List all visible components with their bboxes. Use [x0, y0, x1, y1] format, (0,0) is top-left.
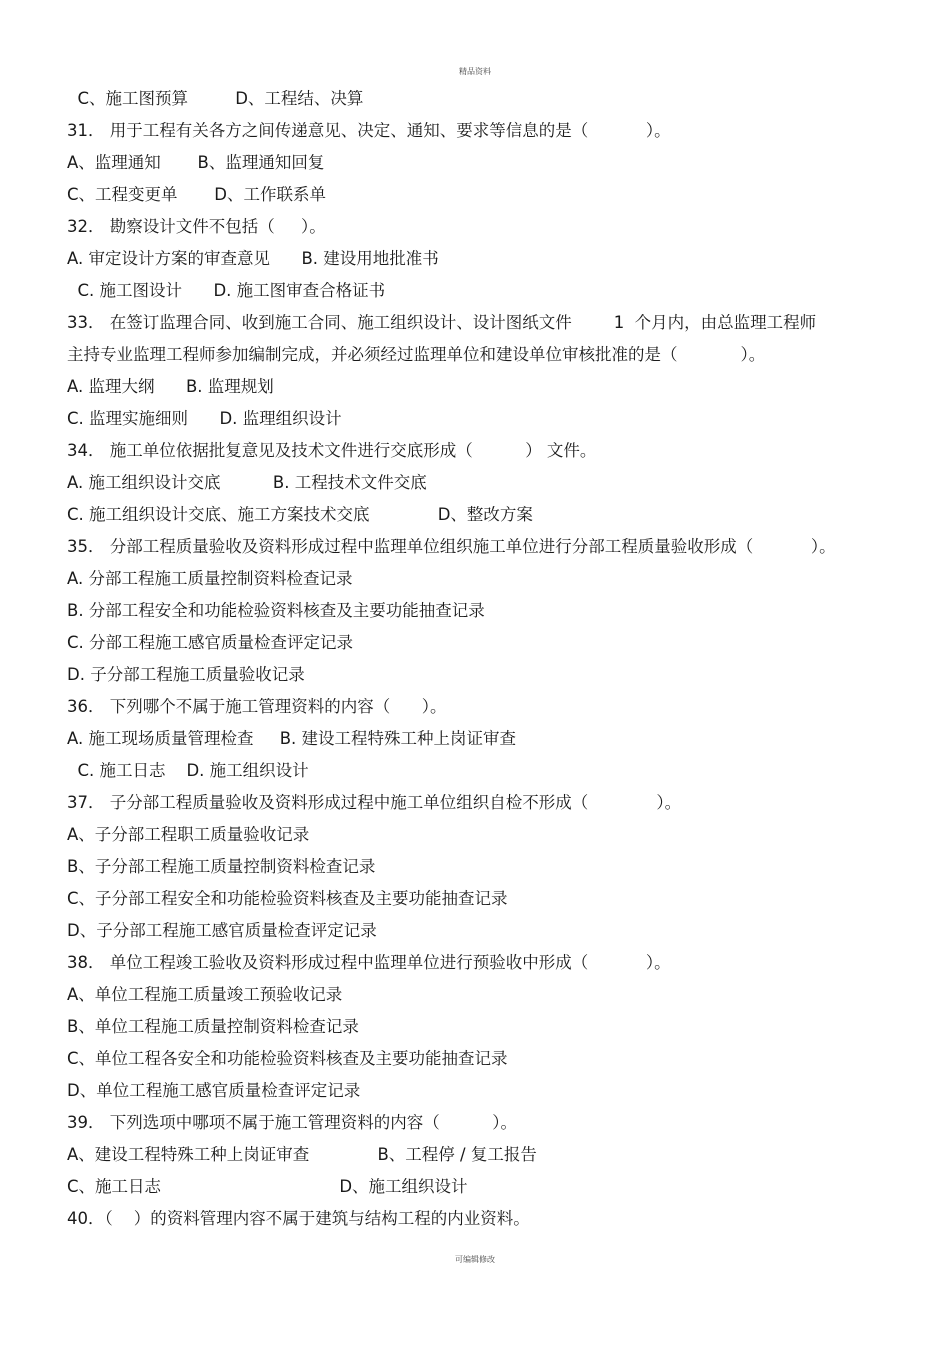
question-35: 35． 分部工程质量验收及资料形成过程中监理单位组织施工单位进行分部工程质量验收形成（ ）。 [67, 537, 836, 556]
text-line: B、单位工程施工质量控制资料检查记录 [67, 1017, 359, 1036]
text-line: A. 监理大纲 B. 监理规划 [67, 377, 274, 396]
text-line: A、单位工程施工质量竣工预验收记录 [67, 985, 343, 1004]
question-40: 40．（ ）的资料管理内容不属于建筑与结构工程的内业资料。 [67, 1209, 530, 1228]
text-line: A. 审定设计方案的审查意见 B. 建设用地批准书 [67, 249, 439, 268]
text-line: C. 施工组织设计交底、施工方案技术交底 D、整改方案 [67, 505, 533, 524]
question-38: 38． 单位工程竣工验收及资料形成过程中监理单位进行预验收中形成（ ）。 [67, 953, 671, 972]
text-line: A、监理通知 B、监理通知回复 [67, 153, 325, 172]
text-line: A、建设工程特殊工种上岗证审查 B、工程停 / 复工报告 [67, 1145, 537, 1164]
question-33: 33． 在签订监理合同、收到施工合同、施工组织设计、设计图纸文件 1 个月内，由总监理工程师 [67, 313, 817, 332]
text-line: C、单位工程各安全和功能检验资料核查及主要功能抽查记录 [67, 1049, 508, 1068]
text-line: D、子分部工程施工感官质量检查评定记录 [67, 921, 377, 940]
text-line: C、施工图预算 D、工程结、决算 [67, 89, 364, 108]
text-line: B. 分部工程安全和功能检验资料核查及主要功能抽查记录 [67, 601, 485, 620]
text-line: C. 施工图设计 D. 施工图审查合格证书 [67, 281, 386, 300]
text-line: A. 施工现场质量管理检查 B. 建设工程特殊工种上岗证审查 [67, 729, 517, 748]
question-34: 34． 施工单位依据批复意见及技术文件进行交底形成（ ） 文件。 [67, 441, 597, 460]
question-39: 39． 下列选项中哪项不属于施工管理资料的内容（ ）。 [67, 1113, 517, 1132]
text-line: A、子分部工程职工质量验收记录 [67, 825, 310, 844]
text-line: C、工程变更单 D、工作联系单 [67, 185, 326, 204]
text-line: 主持专业监理工程师参加编制完成，并必须经过监理单位和建设单位审核批准的是（ ）。 [67, 345, 766, 364]
question-36: 36． 下列哪个不属于施工管理资料的内容（ ）。 [67, 697, 447, 716]
page-footer: 可编辑修改 [455, 1255, 495, 1264]
question-31: 31． 用于工程有关各方之间传递意见、决定、通知、要求等信息的是（ ）。 [67, 121, 671, 140]
text-line: D、单位工程施工感官质量检查评定记录 [67, 1081, 361, 1100]
text-line: D. 子分部工程施工质量验收记录 [67, 665, 305, 684]
question-37: 37． 子分部工程质量验收及资料形成过程中施工单位组织自检不形成（ ）。 [67, 793, 682, 812]
text-line: A. 分部工程施工质量控制资料检查记录 [67, 569, 353, 588]
text-line: C. 分部工程施工感官质量检查评定记录 [67, 633, 354, 652]
question-32: 32． 勘察设计文件不包括（ ）。 [67, 217, 326, 236]
text-line: C. 监理实施细则 D. 监理组织设计 [67, 409, 342, 428]
text-line: C. 施工日志 D. 施工组织设计 [67, 761, 309, 780]
page-header: 精品资料 [459, 67, 491, 76]
text-line: B、子分部工程施工质量控制资料检查记录 [67, 857, 376, 876]
text-line: C、子分部工程安全和功能检验资料核查及主要功能抽查记录 [67, 889, 508, 908]
text-line: C、施工日志 D、施工组织设计 [67, 1177, 468, 1196]
text-line: A. 施工组织设计交底 B. 工程技术文件交底 [67, 473, 427, 492]
